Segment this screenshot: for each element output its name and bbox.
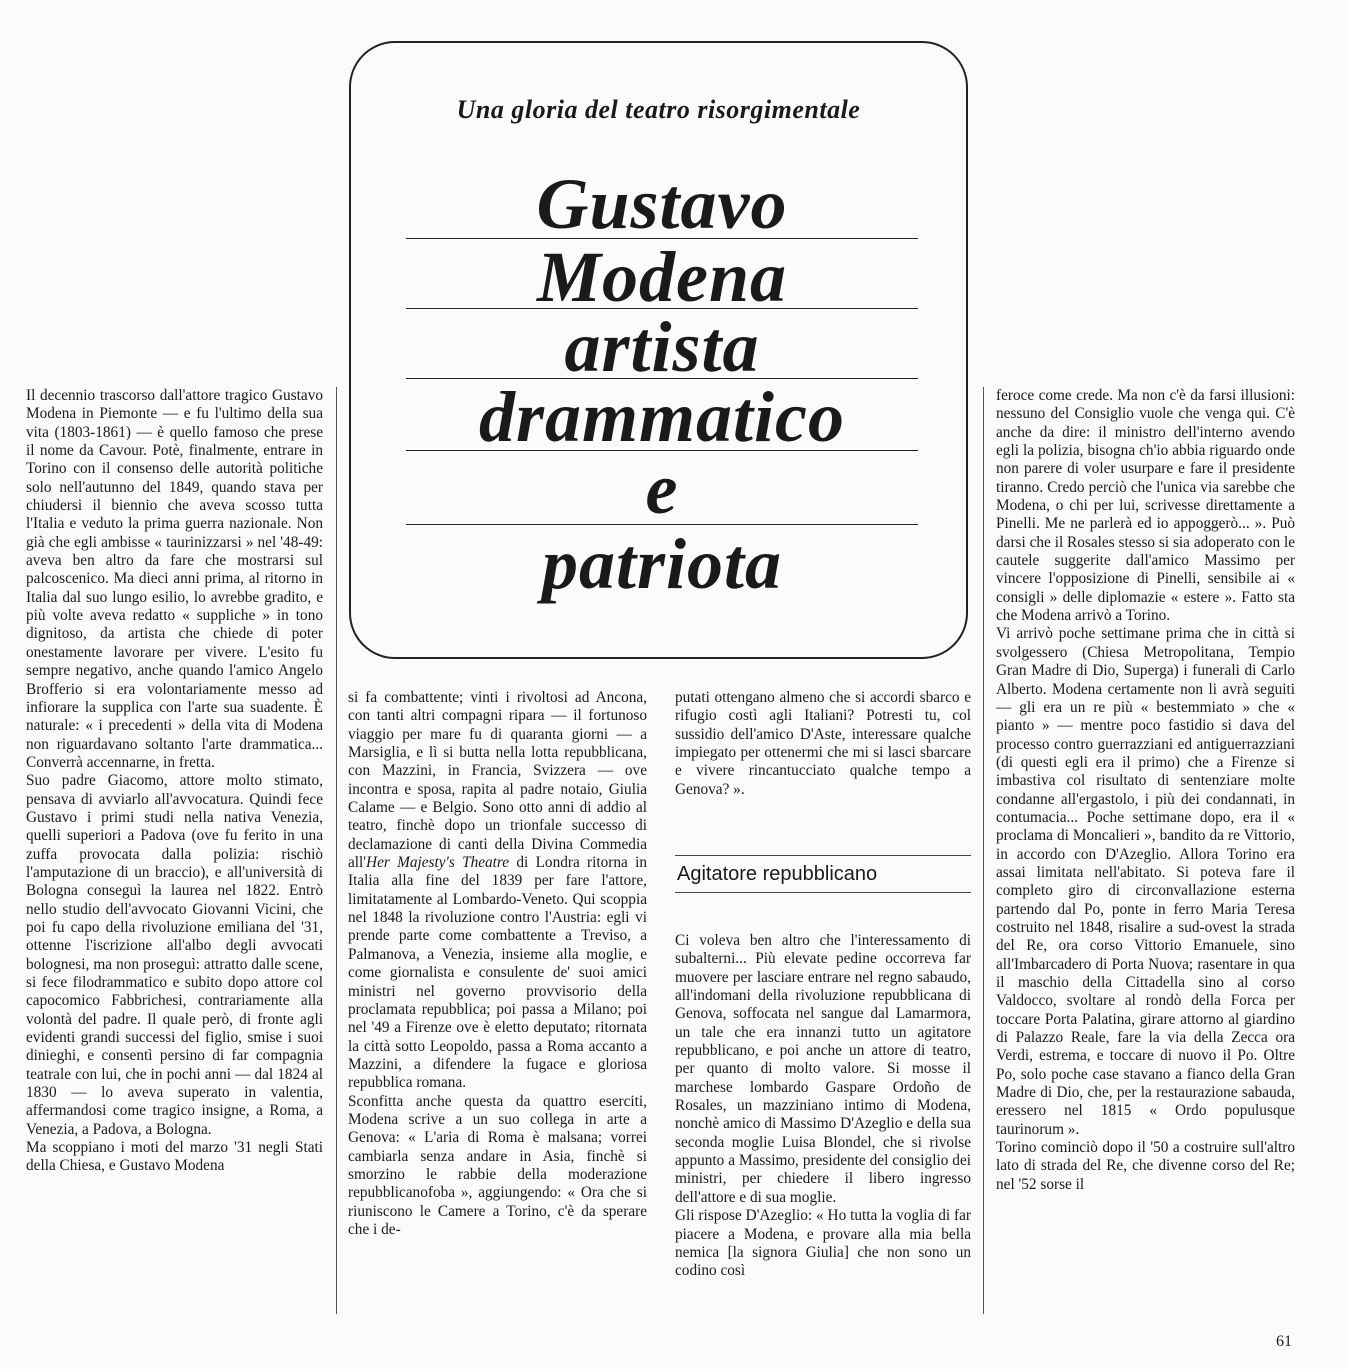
paragraph: Torino cominciò dopo il '50 a costruire sull'altro lato di strada del Re, che divenne corso del Re; nel '52 sorse il (996, 1139, 1295, 1193)
paragraph: Suo padre Giacomo, attore molto stimato, pensava di avviarlo all'avvocatura. Quindi fece Gustavo i primi studi nella nativa Venezia, quelli superiori a Padova (ove fu ferito in una zuffa provocata dalla polizia: rischiò l'amputazione di un braccio), e all'università di Bologna conseguì la laurea nel 1822. Entrò nello studio dell'avvocato Giovanni Vicini, che poi fu capo della rivoluzione emiliana del '31, ottenne l'iscrizione all'albo degli avvocati bolognesi, ma non proseguì: attratto dalle scene, si fece filodrammatico e subito dopo attore col capocomico Fabbrichesi, contrariamente alla volontà del padre. Il quale però, di fronte agli evidenti grandi successi del figlio, smise i suoi dinieghi, e consentì persino di far compagnia teatrale con lui, che in pochi anni — dal 1824 al 1830 — lo aveva superato in valentia, affermandosi come tragico insigne, a Roma, a Venezia, a Padova, a Bologna. (26, 772, 323, 1138)
title-box (349, 41, 968, 659)
section-heading: Agitatore repubblicano (675, 855, 971, 893)
paragraph: Vi arrivò poche settimane prima che in città si svolgessero (Chiesa Metropolitana, Tempio Gran Madre di Dio, Superga) i funerali di Carlo Alberto. Modena certamente non li avrà seguiti — gli era un re più « bestemmiato » che « pianto » — mentre poco fastidio si dava del processo contro guerrazziani ed antiguerrazziani (di questi egli era il primo) che a Firenze si imbastiva col risultato di sentenziare molte condanne all'ergastolo, i più dei condannati, in contumacia... Poche settimane dopo, era il « proclama di Moncalieri », bandito da re Vittorio, in accordo con D'Azeglio. Allora Torino era assai limitata nell'abitato. Si poteva fare il completo giro di circonvallazione esterna partendo dal Po, ponte in ferro Maria Teresa costruito nel 1848, risalire a sud-ovest la strada del Re, ora corso Vittorio Emanuele, sino all'Imbarcadero di Porta Nuova; rasentare in qua il maschio della Cittadella sino al corso Valdocco, svoltare al rondò della Forca per toccare Porta Palatina, girare attorno al giardino di Palazzo Reale, fare la via della Zecca ora Verdi, estrema, e toccare di nuovo il Po. Oltre Po, solo poche case stavano a fianco della Gran Madre di Dio, che, per la restaurazione sabauda, eressero nel 1815 « Ordo populusque taurinorum ». (996, 625, 1295, 1138)
title-line-5: e (406, 453, 918, 525)
column-3 (675, 689, 971, 799)
paragraph: feroce come crede. Ma non c'è da farsi illusioni: nessuno del Consiglio vuole che venga qui. C'è anche da dire: il ministro dell'interno avendo egli la polizia, bisogna ch'io abbia riguardo onde non parere di voler usurpare e fare il presidente tiranno. Credo perciò che l'unica via sarebbe che Modena, o chi per lui, scrivesse direttamente a Pinelli. Me ne parlerà ed io appoggerò... ». Può darsi che il Rosales stesso si sia adoperato con le cautele suggerite dall'amico Massimo per vincere l'opposizione di Pinelli, sensibile ai « consigli » delle diplomazie « estere ». Fatto sta che Modena arrivò a Torino. (996, 387, 1295, 625)
title-line-3: artista (406, 311, 918, 379)
column-2 (348, 689, 647, 1239)
column-1 (26, 387, 323, 1176)
paragraph: Ma scoppiano i moti del marzo '31 negli Stati della Chiesa, e Gustavo Modena (26, 1139, 323, 1175)
theatre-name: Her Majesty's Theatre (366, 854, 510, 872)
paragraph: Ci voleva ben altro che l'interessamento di subalterni... Più elevate pedine occorreva far muovere per lasciare entrare nel regno sabaudo, all'indomani della rivoluzione repubblicana di Genova, soffocata nel sangue dal Lamarmora, un tale che era innanzi tutto un agitatore repubblicano, e poi anche un attore di teatro, per quanto di molto valore. Si mosse il marchese lombardo Gaspare Ordoño de Rosales, un mazziniano intimo di Modena, nonchè amico di Massimo D'Azeglio e della sua seconda moglie Luisa Blondel, che si rivolse appunto a Massimo, presidente del consiglio dei ministri, per chiedere il libero ingresso dell'attore e di sua moglie. (675, 932, 971, 1206)
column-3-continued (675, 932, 971, 1281)
title-line-4: drammatico (406, 381, 918, 451)
column-4 (996, 387, 1295, 1194)
column-rule (336, 387, 337, 1314)
title-line-6: patriota (541, 524, 783, 604)
paragraph (348, 689, 647, 1093)
title-line-1: Gustavo (406, 168, 918, 239)
paragraph: Gli rispose D'Azeglio: « Ho tutta la voglia di far piacere a Modena, e provare alla mia bella nemica [la signora Giulia] che non sono un codino così (675, 1207, 971, 1280)
title-line-2: Modena (406, 241, 918, 309)
page-number: 61 (1276, 1333, 1292, 1350)
kicker: Una gloria del teatro risorgimentale (456, 95, 861, 124)
column-rule (983, 387, 984, 1314)
paragraph: Sconfitta anche questa da quattro eserciti, Modena scrive a un suo collega in arte a Genova: « L'aria di Roma è malsana; vorrei cambiarla senza andare in Asia, finchè si smorzino le rabbie della moderazione repubblicanofoba », aggiungendo: « Ora che si riuniscono le Camere a Torino, c'è da sperare che i de- (348, 1092, 647, 1238)
paragraph: Il decennio trascorso dall'attore tragico Gustavo Modena in Piemonte — e fu l'ultimo della sua vita (1803-1861) — è quello famoso che prese il nome da Cavour. Potè, finalmente, entrare in Torino con il consenso delle autorità politiche solo nell'autunno del 1849, quando stava per chiudersi il biennio che aveva scosso tutta l'Italia e veduto la prima guerra nazionale. Non già che egli ambisse « taurinizzarsi » nel '48-49: aveva ben altro da fare che mostrarsi sul palcoscenico. Ma dieci anni prima, al ritorno in Italia dal suo lungo esilio, lo avrebbe gradito, e più volte aveva redatto « suppliche » in tono dignitoso, da artista che chiede di poter onestamente lavorare per vivere. L'esito fu sempre negativo, anche quando l'amico Angelo Brofferio si era volontariamente messo ad infiorare la supplica con l'arte sua suadente. È naturale: « i precedenti » della vita di Modena non riguardavano soltanto l'arte drammatica... Converrà accennarne, in fretta. (26, 387, 323, 771)
paragraph: putati ottengano almeno che si accordi sbarco e rifugio costì agli Italiani? Potresti tu, col sussidio dell'amico D'Aste, interessare qualche impiegato per ottenermi che mi si lasci sbarcare e vivere rincantucciato qualche tempo a Genova? ». (675, 689, 971, 798)
text-run: si fa combattente; vinti i rivoltosi ad Ancona, con tanti altri compagni ripara — il fortunoso viaggio per mare fu di quaranta giorni — a Marsiglia, e lì si butta nella lotta repubblicana, con Mazzini, in Francia, Svizzera — ove incontra e sposa, rapita al padre notaio, Giulia Calame — e Belgio. Sono otto anni di addio al teatro, finchè dopo un trionfale successo di declamazione di canti della Divina Commedia all' (348, 689, 647, 872)
text-run: di Londra ritorna in Italia alla fine del 1839 per fare l'attore, limitatamente al Lombardo-Veneto. Qui scoppia nel 1848 la rivoluzione contro l'Austria: egli vi prende parte come combattente a Treviso, a Palmanova, a Venezia, insieme alla moglie, e come giornalista e consulente de' suoi amici ministri nel governo provvisorio della proclamata repubblica; poi passa a Milano; poi nel '49 a Firenze ove è eletto deputato; ritornata la città sotto Leopoldo, passa a Roma accanto a Mazzini, a difendere la fugace e gloriosa repubblica romana. (348, 854, 647, 1092)
